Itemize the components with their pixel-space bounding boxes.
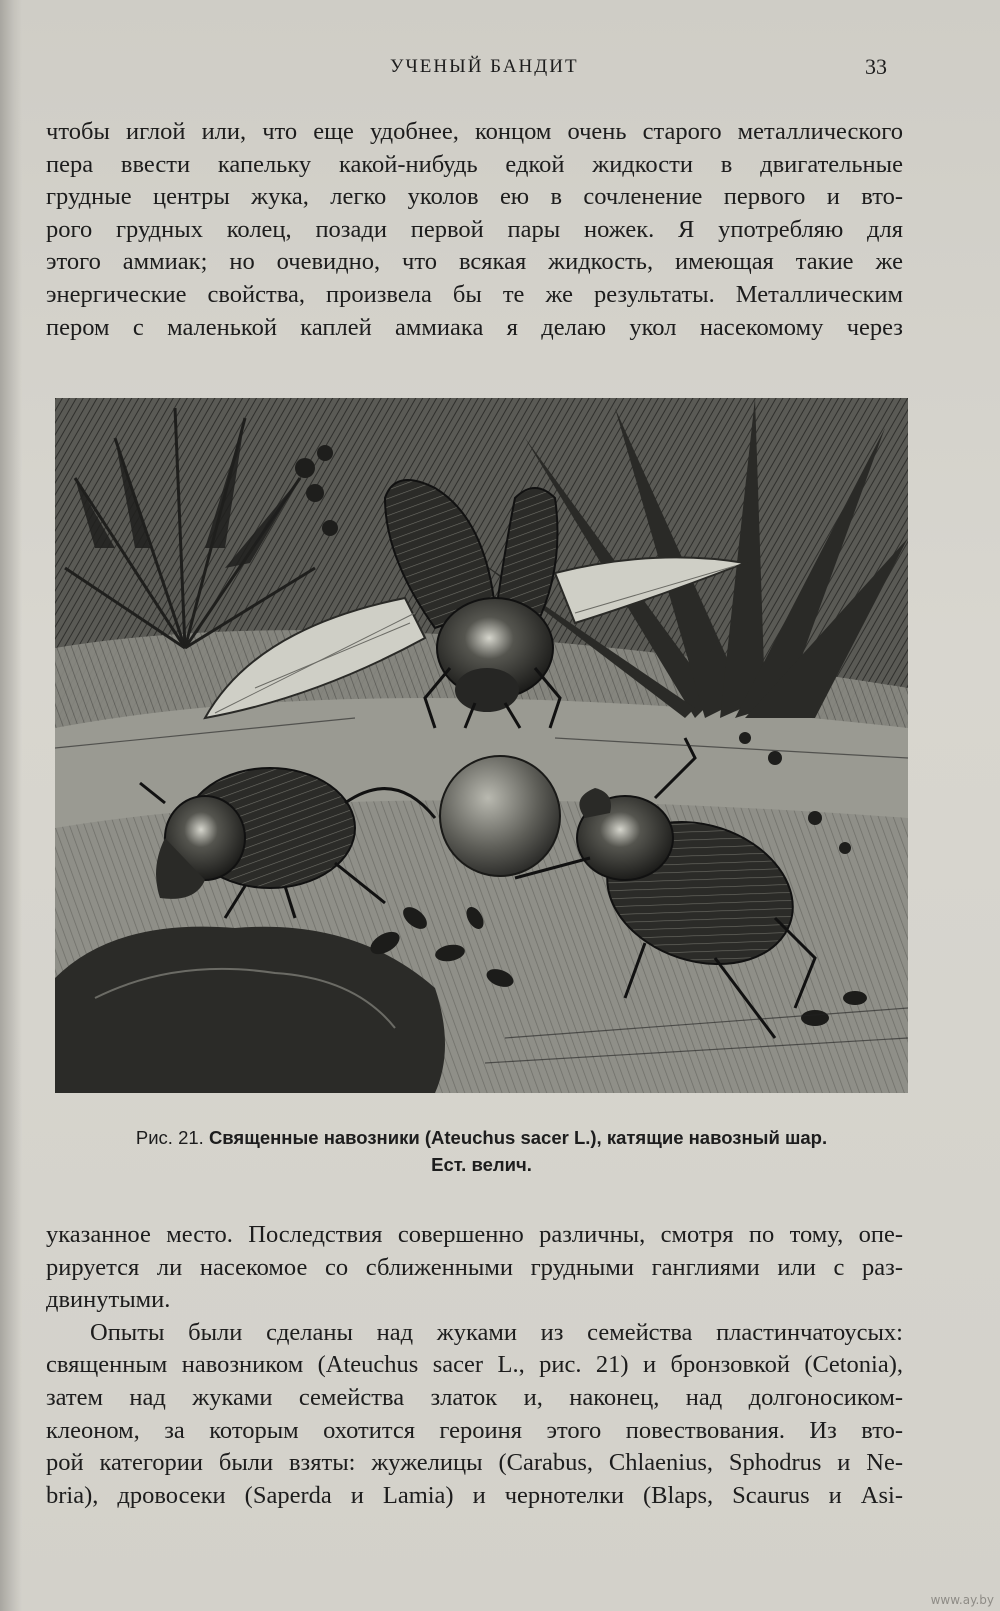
text-line: клеоном, за которым охотится героиня этого повествования. Из вто-	[46, 1416, 903, 1444]
watermark: www.ay.by	[930, 1593, 994, 1607]
figure-number: Рис. 21.	[135, 1127, 204, 1148]
figure-caption-line-1	[60, 1124, 903, 1151]
text-line: пера ввести капельку какой-нибудь едкой жидкости в двигательные	[46, 150, 903, 178]
engraving-drawing	[55, 398, 908, 1093]
text-line: пером с маленькой каплей аммиака я делаю укол насекомому через	[46, 313, 903, 341]
text-line: затем над жуками семейства златок и, наконец, над долгоносиком-	[46, 1383, 903, 1411]
text-line: указанное место. Последствия совершенно различны, смотря по тому, опе-	[46, 1221, 903, 1248]
top-paragraph	[46, 116, 903, 344]
bottom-paragraphs	[46, 1219, 903, 1512]
figure-caption-line-2	[60, 1151, 903, 1178]
text-line: рой категории были взяты: жужелицы (Carabus, Chlaenius, Sphodrus и Ne-	[46, 1449, 903, 1477]
text-line: двинутыми.	[46, 1286, 171, 1314]
text-line: чтобы иглой или, что еще удобнее, концом очень старого металлического	[46, 118, 903, 145]
text-line: грудные центры жука, легко уколов ею в сочленение первого и вто-	[46, 183, 903, 211]
page-edge-shadow	[0, 0, 22, 1611]
text-line: bria), дровосеки (Saperda и Lamia) и чернотелки (Blaps, Scaurus и Asi-	[46, 1481, 903, 1509]
page-number: 33	[865, 54, 887, 79]
text-line: священным навозником (Ateuchus sacer L., рис. 21) и бронзовкой (Cetonia),	[46, 1351, 903, 1379]
text-line: Опыты были сделаны над жуками из семейства пластинчатоусых:	[90, 1318, 903, 1346]
beetle-engraving-illustration	[55, 398, 908, 1093]
figure-caption-scale: Ест. велич.	[431, 1154, 532, 1175]
figure-caption-title: Священные навозники (Ateuchus sacer L.), катящие навозный шар.	[208, 1127, 828, 1148]
text-line: этого аммиак; но очевидно, что всякая жидкость, имеющая такие же	[46, 248, 903, 276]
text-line: рируется ли насекомое со сближенными грудными ганглиями или с раз-	[46, 1253, 903, 1281]
text-line: рого грудных колец, позади первой пары ножек. Я употребляю для	[46, 215, 903, 243]
running-title: УЧЕНЫЙ БАНДИТ	[390, 56, 579, 77]
text-line: энергические свойства, произвела бы те же результаты. Металлическим	[46, 280, 903, 308]
